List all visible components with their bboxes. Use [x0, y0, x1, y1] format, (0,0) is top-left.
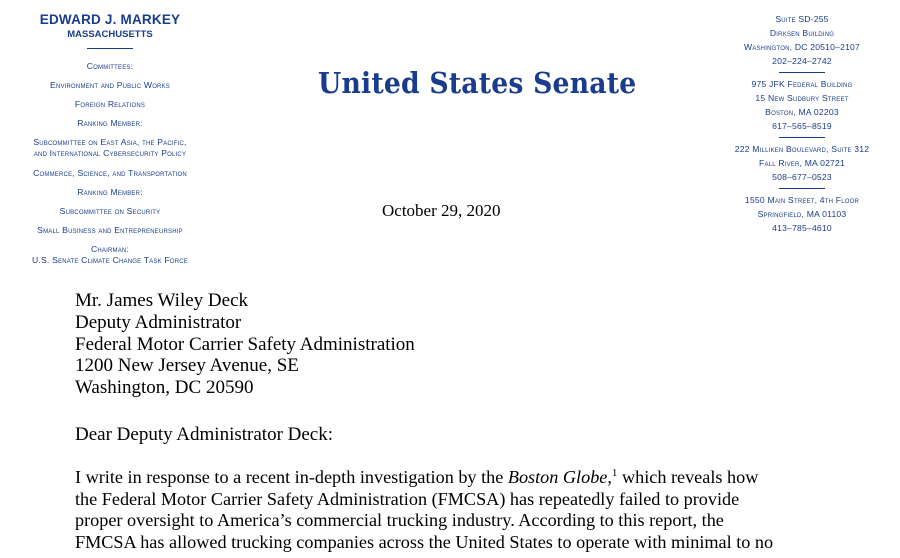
committee-line: Small Business and Entrepreneurship — [37, 225, 183, 235]
body-text: , — [607, 467, 612, 487]
senate-wordmark: United States Senate — [318, 66, 637, 100]
committees-heading: Committees: — [86, 61, 134, 71]
body-line: proper oversight to America’s commercial trucking industry. According to this report, the — [75, 510, 724, 531]
salutation: Dear Deputy Administrator Deck: — [75, 424, 334, 445]
body-text: I write in response to a recent in-depth investigation by the — [75, 467, 508, 487]
address-line: 1200 New Jersey Avenue, SE — [75, 355, 299, 377]
committee-line: Subcommittee on East Asia, the Pacific, — [33, 137, 187, 147]
letter-date: October 29, 2020 — [382, 201, 501, 220]
divider — [87, 48, 133, 49]
office-block — [712, 142, 892, 184]
footnote-marker[interactable]: 1 — [611, 467, 618, 479]
committee-line: Environment and Public Works — [49, 80, 170, 90]
office-line: Fall River, MA 02721 — [759, 158, 845, 168]
address-line: Washington, DC 20590 — [75, 377, 254, 399]
office-line: Boston, MA 02203 — [765, 107, 839, 117]
office-line: 15 New Sudbury Street — [755, 93, 849, 103]
office-block — [712, 193, 892, 235]
office-line: 202–224–2742 — [772, 56, 832, 66]
committee-line: Foreign Relations — [74, 99, 146, 109]
committee-line: Chairman: — [90, 244, 130, 254]
body-line — [75, 467, 820, 489]
divider — [779, 137, 825, 138]
committee-line: Ranking Member: — [77, 187, 143, 197]
body-paragraph — [75, 467, 820, 553]
senator-state: MASSACHUSETTS — [67, 29, 153, 40]
office-line: 1550 Main Street, 4th Floor — [744, 195, 860, 205]
publication-name: Boston Globe — [507, 467, 608, 487]
divider — [779, 188, 825, 189]
office-line: Springfield, MA 01103 — [757, 209, 847, 219]
body-line: the Federal Motor Carrier Safety Administration (FMCSA) has repeatedly failed to provide — [75, 488, 740, 509]
address-line: Mr. James Wiley Deck — [75, 290, 249, 311]
office-line: Washington, DC 20510–2107 — [743, 42, 861, 52]
committee-line: and International Cybersecurity Policy — [33, 148, 187, 158]
letterhead-left — [0, 12, 220, 271]
divider — [779, 72, 825, 73]
office-line: 617–565–8519 — [772, 121, 832, 131]
senator-name: EDWARD J. MARKEY — [39, 12, 181, 27]
office-line: Dirksen Building — [769, 28, 835, 38]
office-block — [712, 77, 892, 133]
recipient-address — [75, 290, 415, 399]
committee-line: Ranking Member: — [77, 118, 143, 128]
address-line: Federal Motor Carrier Safety Administration — [75, 333, 415, 355]
address-line: Deputy Administrator — [75, 311, 242, 333]
office-line: Suite SD-255 — [775, 14, 829, 24]
committee-two-line — [0, 244, 220, 266]
committee-line: Subcommittee on Security — [59, 206, 161, 216]
office-line: 508–677–0523 — [772, 172, 832, 182]
office-line: 413–785–4610 — [772, 223, 832, 233]
committee-two-line — [0, 137, 220, 159]
letterhead-right — [712, 12, 892, 235]
body-text: which reveals how — [617, 467, 759, 487]
committee-line: U.S. Senate Climate Change Task Force — [31, 255, 188, 265]
office-block — [712, 12, 892, 68]
body-line: FMCSA has allowed trucking companies across the United States to operate with minimal to no — [75, 531, 774, 552]
office-line: 975 JFK Federal Building — [751, 79, 853, 89]
office-line: 222 Milliken Boulevard, Suite 312 — [734, 144, 870, 154]
committee-line: Commerce, Science, and Transportation — [33, 168, 187, 178]
